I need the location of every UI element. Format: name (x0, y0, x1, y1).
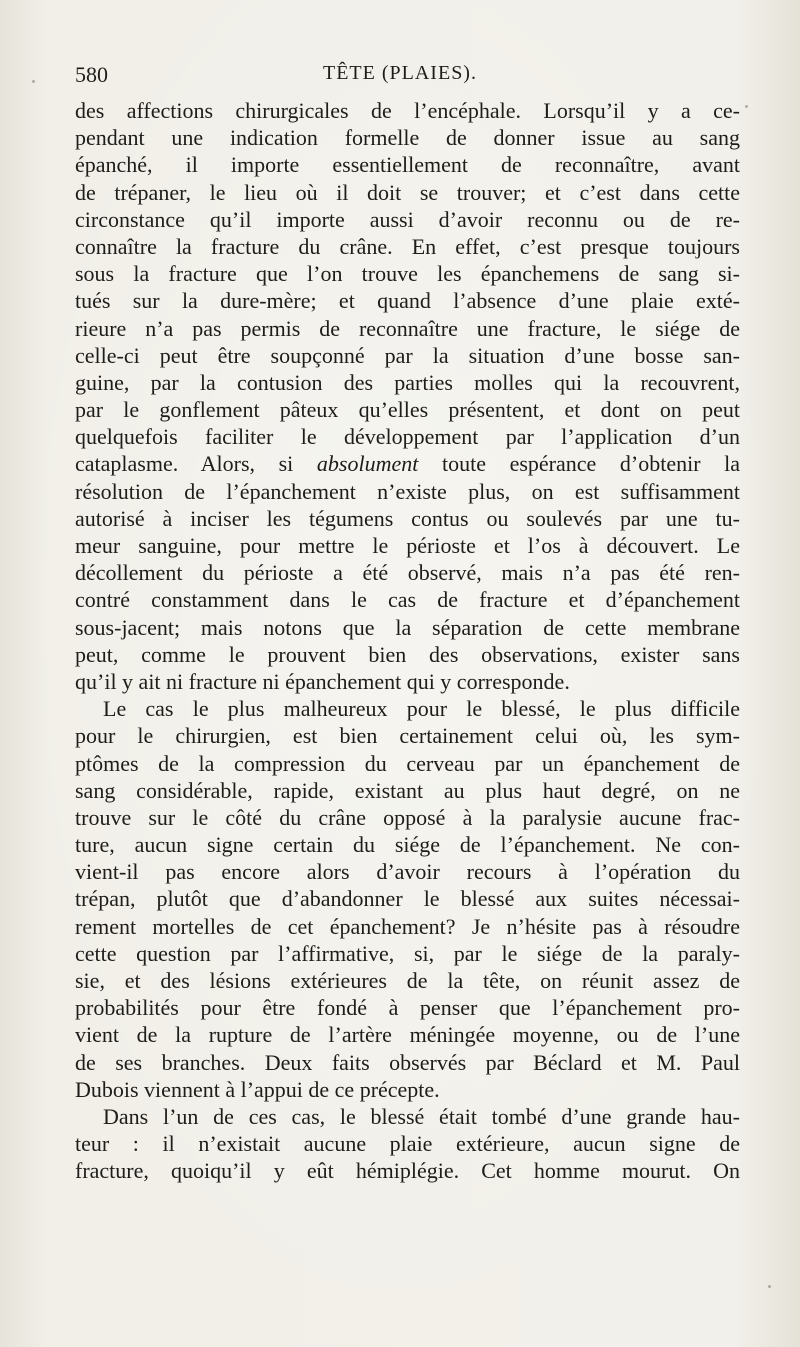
paper-speck (745, 105, 748, 108)
text-line: meur sanguine, pour mettre le périoste et l’os à découvert. Le (75, 533, 740, 558)
line-start: cataplasme. Alors, si (75, 451, 317, 477)
text-line: épanché, il importe essentiellement de reconnaître, avant (75, 152, 740, 178)
text-line: pour le chirurgien, est bien certainement celui où, les sym- (75, 723, 740, 749)
paper-speck (768, 1285, 771, 1288)
paragraph-start-line: Dans l’un de ces cas, le blessé était tombé d’une grande hau- (103, 1103, 740, 1129)
paragraph-end-line: qu’il y ait ni fracture ni épanchement qui y corresponde. (75, 668, 570, 694)
paragraph-start-line: Le cas le plus malheureux pour le blessé, le plus difficile (103, 696, 740, 722)
text-line: résolution de l’épanchement n’existe plus, on est suffisamment (75, 478, 740, 504)
text-line: trouve sur le côté du crâne opposé à la paralysie aucune frac- (75, 804, 740, 830)
page-header (75, 62, 725, 92)
text-line: trépan, plutôt que d’abandonner le blessé aux suites nécessai- (75, 886, 740, 912)
italic-word: absolument (316, 451, 419, 477)
text-line: tués sur la dure-mère; et quand l’absence d’une plaie exté- (75, 288, 740, 314)
text-line: quelquefois faciliter le développement par l’application d’un (75, 424, 740, 450)
text-line: guine, par la contusion des parties molles qui la recouvrent, (75, 369, 740, 395)
text-line: cette question par l’affirmative, si, par le siége de la paraly- (75, 940, 740, 966)
text-line: celle-ci peut être soupçonné par la situation d’une bosse san- (75, 342, 740, 368)
page-number: 580 (75, 62, 108, 87)
text-line: sous la fracture que l’on trouve les épanchemens de sang si- (75, 261, 740, 287)
text-line: ture, aucun signe certain du siége de l’épanchement. Ne con- (75, 832, 740, 858)
text-line: fracture, quoiqu’il y eût hémiplégie. Cet homme mourut. On (75, 1158, 740, 1184)
text-line: vient de la rupture de l’artère méningée moyenne, ou de l’une (75, 1022, 740, 1048)
text-line: contré constamment dans le cas de fracture et d’épanchement (75, 587, 740, 613)
text-line: sie, et des lésions extérieures de la tête, on réunit assez de (75, 968, 740, 993)
body-text (75, 97, 740, 1185)
text-line: ptômes de la compression du cerveau par un épanchement de (75, 750, 740, 776)
text-line: décollement du périoste a été observé, mais n’a pas été ren- (75, 560, 740, 586)
text-line: des affections chirurgicales de l’encéphale. Lorsqu’il y a ce- (75, 98, 740, 123)
text-line: teur : il n’existait aucune plaie extérieure, aucun signe de (75, 1131, 740, 1157)
text-line: par le gonflement pâteux qu’elles présentent, et dont on peut (75, 397, 740, 423)
text-line: circonstance qu’il importe aussi d’avoir reconnu ou de re- (75, 206, 740, 232)
text-line: de ses branches. Deux faits observés par Béclard et M. Paul (75, 1049, 740, 1075)
text-line: de trépaner, le lieu où il doit se trouver; et c’est dans cette (75, 179, 740, 205)
text-line: peut, comme le prouvent bien des observations, exister sans (75, 641, 740, 667)
running-head: TÊTE (PLAIES). (323, 62, 477, 84)
line-end: toute espérance d’obtenir la (418, 451, 740, 477)
text-line: connaître la fracture du crâne. En effet, c’est presque toujours (75, 233, 740, 259)
text-line: vient-il pas encore alors d’avoir recours à l’opération du (75, 859, 740, 885)
paper-speck (32, 80, 35, 83)
text-line: rement mortelles de cet épanchement? Je n’hésite pas à résoudre (75, 913, 740, 939)
text-line-with-italic (75, 450, 740, 477)
text-line: rieure n’a pas permis de reconnaître une fracture, le siége de (75, 315, 740, 341)
text-line: autorisé à inciser les tégumens contus ou soulevés par une tu- (75, 505, 740, 531)
text-line: sang considérable, rapide, existant au plus haut degré, on ne (75, 777, 740, 803)
text-line: sous-jacent; mais notons que la séparation de cette membrane (75, 614, 740, 640)
paragraph-end-line: Dubois viennent à l’appui de ce précepte. (75, 1076, 440, 1102)
text-line: pendant une indication formelle de donner issue au sang (75, 125, 740, 151)
text-line: probabilités pour être fondé à penser que l’épanchement pro- (75, 995, 740, 1021)
